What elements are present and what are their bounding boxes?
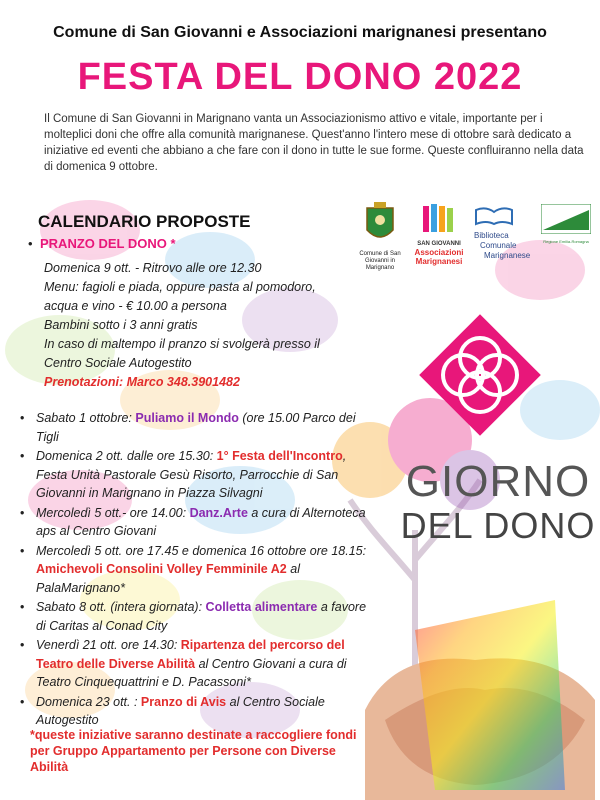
- calendar-title: CALENDARIO PROPOSTE: [38, 212, 251, 231]
- lunch-line: Domenica 9 ott. - Ritrovo alle ore 12.30: [44, 261, 262, 275]
- biblioteca-label-2: Comunale: [480, 241, 517, 250]
- list-item: • Sabato 1 ottobre: Puliamo il Mondo (ore 15.00 Parco dei Tigli: [18, 409, 368, 446]
- regione-logo: [540, 204, 592, 244]
- associazioni-label-1: SAN GIOVANNI: [417, 241, 461, 247]
- list-item: • Venerdì 21 ott. ore 14.30: Ripartenza del percorso del Teatro delle Diverse Abilità al Centro Giovani a cura di Teatro Cinquequattrini e D. Pacassoni*: [18, 636, 368, 692]
- list-item: • Mercoledì 5 ott. ore 17.45 e domenica 16 ottobre ore 18.15: Amichevoli Consolini Volley Femminile A2 al PalaMarignano*: [18, 542, 368, 598]
- lunch-title: PRANZO DEL DONO *: [40, 236, 176, 251]
- colorful-hands-icon: [419, 202, 459, 236]
- open-book-icon: [474, 206, 514, 226]
- lunch-line: Bambini sotto i 3 anni gratis: [44, 318, 198, 332]
- brand-line-2: DEL DONO: [400, 505, 596, 546]
- associazioni-logo: [410, 202, 468, 266]
- lunch-line: In caso di maltempo il pranzo si svolgerà presso il: [44, 337, 320, 351]
- header-presenters: Comune di San Giovanni e Associazioni marignanesi presentano: [53, 24, 547, 41]
- brand-line-1: GIORNO: [405, 457, 591, 506]
- list-item: • Domenica 23 ott. : Pranzo di Avis al Centro Sociale Autogestito: [18, 693, 368, 730]
- events-list: [18, 409, 368, 731]
- lunch-line: acqua e vino - € 10.00 a persona: [44, 299, 227, 313]
- intro-paragraph: Il Comune di San Giovanni in Marignano vanta un Associazionismo attivo e vitale, importante per i molteplici doni che offre alla comunità marignanese. Quest'anno l'intero mese di ottobre sarà dedicato a iniziative ed eventi che abbiano a che fare con il dono in tutte le sue forme. Queste confluiranno nella data di domenica 9 ottobre.: [44, 113, 584, 173]
- partner-logos: [356, 202, 592, 282]
- brand-wordmark: [398, 457, 598, 546]
- comune-logo-label: Comune di San Giovanni in Marignano: [359, 251, 401, 271]
- biblioteca-label-3: Marignanese: [484, 251, 531, 260]
- list-item: • Mercoledì 5 ott.- ore 14.00: Danz.Arte a cura di Alternoteca aps al Centro Giovani: [18, 504, 368, 541]
- giorno-del-dono-emblem-icon: [405, 300, 555, 450]
- comune-crest-icon: [365, 202, 395, 246]
- cupped-hands-photo: [355, 590, 600, 800]
- page-title: FESTA DEL DONO 2022: [77, 56, 523, 98]
- fundraising-note: *queste iniziative saranno destinate a raccogliere fondi per Gruppo Appartamento per Persone con Diverse Abilità: [30, 728, 357, 774]
- associazioni-label-3: Marignanesi: [415, 257, 463, 266]
- list-item: • Domenica 2 ott. dalle ore 15.30: 1° Festa dell'Incontro, Festa Unità Pastorale Gesù Risorto, Parrocchie di San Giovanni in Marignano in Piazza Silvagni: [18, 447, 368, 503]
- lunch-booking: Prenotazioni: Marco 348.3901482: [44, 375, 240, 389]
- associazioni-label-2: Associazioni: [414, 248, 464, 257]
- biblioteca-logo: [474, 206, 534, 261]
- lunch-line: Centro Sociale Autogestito: [44, 356, 192, 370]
- biblioteca-label-1: Biblioteca: [474, 231, 509, 240]
- lunch-section: [28, 236, 338, 392]
- lunch-details: [44, 259, 338, 392]
- list-item: • Sabato 8 ott. (intera giornata): Colletta alimentare a favore di Caritas al Conad City: [18, 598, 368, 635]
- lunch-title-row: [28, 236, 338, 251]
- lunch-line: Menu: fagioli e piada, oppure pasta al pomodoro,: [44, 280, 316, 294]
- regione-emblem-icon: [541, 204, 591, 234]
- regione-label: Regione Emilia-Romagna: [543, 239, 589, 244]
- comune-logo: [356, 202, 404, 272]
